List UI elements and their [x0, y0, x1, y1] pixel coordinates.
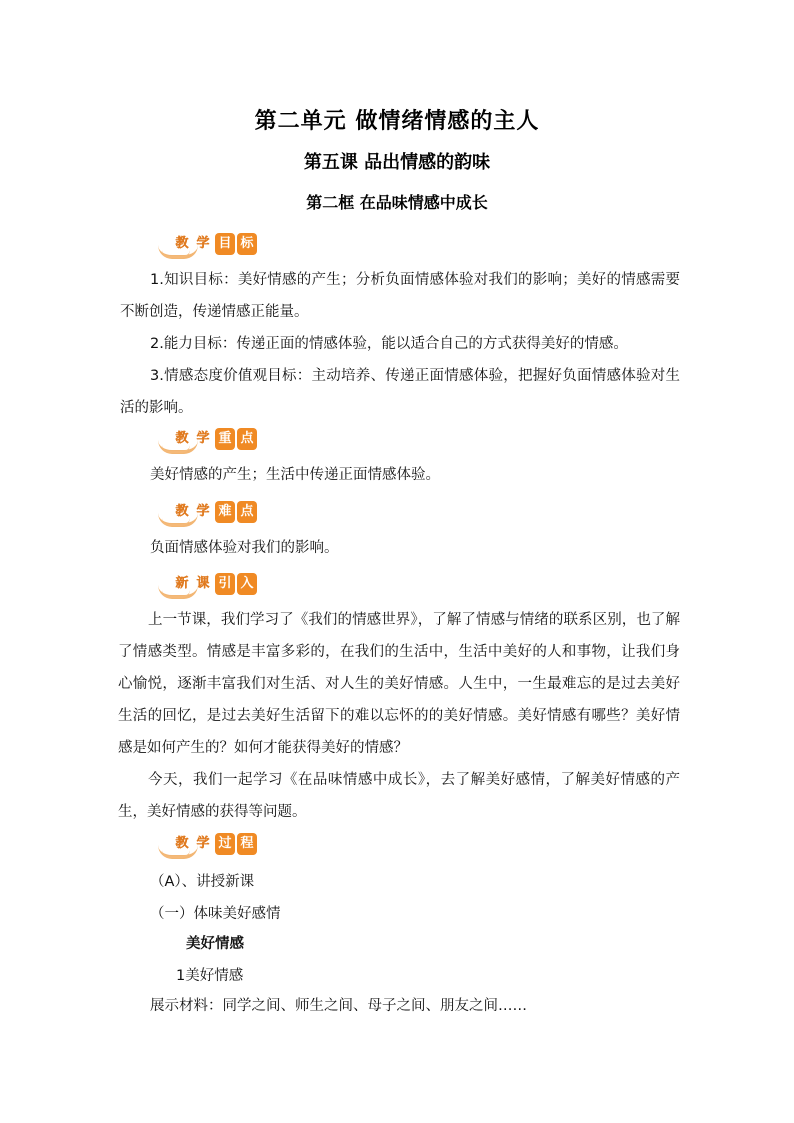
badge-char: 程: [237, 833, 257, 855]
key-point-badge: [158, 428, 258, 454]
subsection-1-heading: （一）体味美好感情: [150, 906, 281, 922]
badge-char: 新: [175, 576, 189, 591]
unit-title: 第二单元 做情绪情感的主人: [254, 109, 540, 134]
intro-paragraph-1: 上一节课，我们学习了《我们的情感世界》，了解了情感与情绪的联系区别，也了解了情感类型。情感是丰富多彩的，在我们的生活中，生活中美好的人和事物，让我们身心愉悦，逐渐丰富我们对生活、对人生的美好情感。人生中，一生最难忘的是过去美好生活的回忆，是过去美好生活留下的难以忘怀的的美好情感。美好情感有哪些？美好情感是如何产生的？如何才能获得美好的情感？: [118, 612, 680, 756]
teaching-goals-badge: [158, 233, 258, 259]
goal-1: 1.知识目标：美好情感的产生；分析负面情感体验对我们的影响；美好的情感需要不断创造，传递情感正能量。: [120, 272, 680, 320]
badge-char: 难: [215, 501, 235, 523]
frame-title: 第二框 在品味情感中成长: [306, 193, 488, 212]
key-point-text: 美好情感的产生；生活中传递正面情感体验。: [150, 467, 440, 483]
badge-char: 学: [196, 431, 210, 446]
section-a-heading: （A）、讲授新课: [150, 874, 255, 890]
badge-char: 点: [237, 501, 257, 523]
badge-char: 教: [175, 836, 189, 851]
intro-paragraph-2: 今天，我们一起学习《在品味情感中成长》，去了解美好感情，了解美好情感的产生，美好情感的获得等问题。: [118, 772, 680, 820]
goal-3: 3.情感态度价值观目标：主动培养、传递正面情感体验，把握好负面情感体验对生活的影响。: [120, 368, 680, 416]
badge-char: 过: [215, 833, 235, 855]
badge-char: 教: [175, 236, 189, 251]
badge-char: 入: [237, 573, 257, 595]
lesson-title: 第五课 品出情感的韵味: [303, 152, 491, 173]
badge-char: 教: [175, 431, 189, 446]
intro-badge: [158, 573, 258, 599]
difficulty-text: 负面情感体验对我们的影响。: [150, 540, 339, 556]
badge-char: 点: [237, 428, 257, 450]
badge-char: 目: [215, 233, 235, 255]
badge-char: 标: [237, 233, 257, 255]
badge-char: 学: [196, 236, 210, 251]
difficulty-badge: [158, 501, 258, 527]
badge-char: 重: [215, 428, 235, 450]
material-text: 展示材料：同学之间、师生之间、母子之间、朋友之间……: [150, 998, 527, 1014]
badge-char: 学: [196, 836, 210, 851]
process-badge: [158, 833, 258, 859]
badge-char: 学: [196, 504, 210, 519]
badge-char: 教: [175, 504, 189, 519]
item-heading: 1美好情感: [176, 968, 244, 984]
goal-2: 2.能力目标：传递正面的情感体验，能以适合自己的方式获得美好的情感。: [150, 336, 628, 352]
badge-char: 课: [196, 576, 210, 591]
badge-char: 引: [215, 573, 235, 595]
topic-heading: 美好情感: [186, 936, 244, 952]
